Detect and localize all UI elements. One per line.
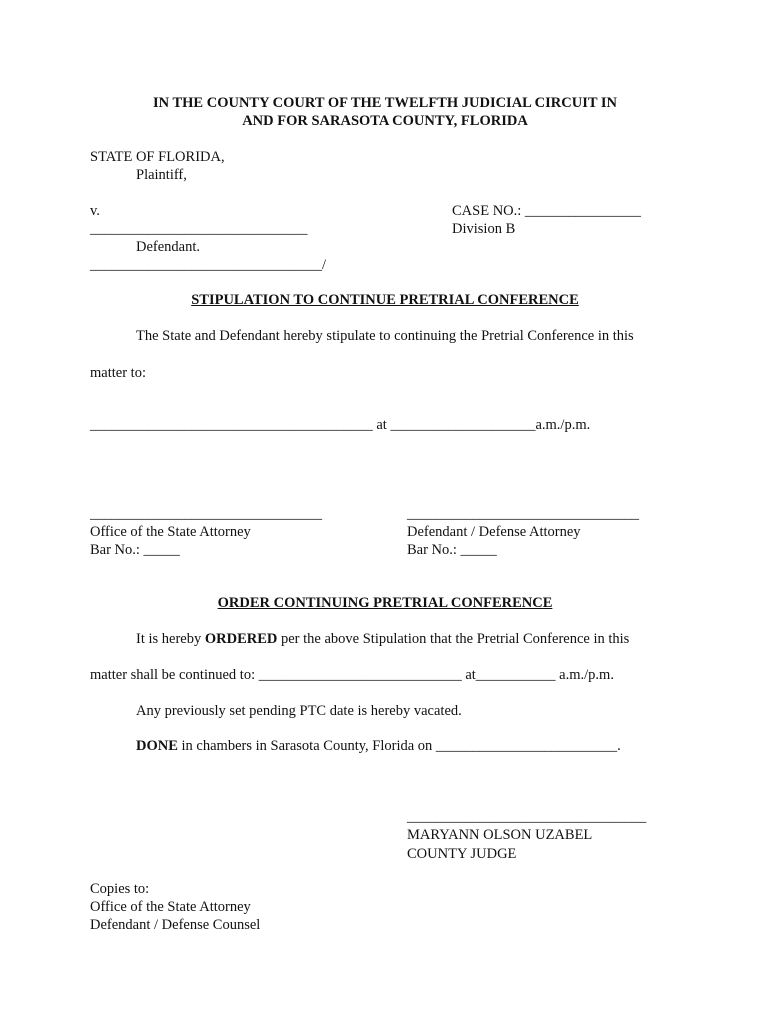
order-line-2: matter shall be continued to: ____________________________ at___________ a.m./p.m. bbox=[90, 667, 614, 683]
judge-signature-line: _________________________________ bbox=[407, 809, 647, 825]
defendant-name-blank: ______________________________ bbox=[90, 221, 308, 237]
order-title: ORDER CONTINUING PRETRIAL CONFERENCE bbox=[217, 595, 553, 611]
order-line-1-suffix: per the above Stipulation that the Pretrial Conference in this bbox=[277, 631, 630, 647]
defense-signature-line: ________________________________ bbox=[407, 506, 639, 522]
stipulation-body-line-1: The State and Defendant hereby stipulate to continuing the Pretrial Conference in this bbox=[136, 328, 634, 344]
state-attorney-signature-line: ________________________________ bbox=[90, 506, 322, 522]
judge-name: MARYANN OLSON UZABEL bbox=[407, 827, 593, 843]
court-heading-line-2: AND FOR SARASOTA COUNTY, FLORIDA bbox=[242, 113, 528, 129]
copies-heading: Copies to: bbox=[90, 881, 150, 897]
copies-recipient-2: Defendant / Defense Counsel bbox=[90, 917, 261, 933]
order-done-line bbox=[136, 737, 621, 755]
caption-closing-line: ________________________________/ bbox=[90, 257, 327, 273]
court-heading-line-1: IN THE COUNTY COURT OF THE TWELFTH JUDICIAL CIRCUIT IN bbox=[153, 95, 617, 111]
order-line-1-prefix: It is hereby bbox=[136, 631, 205, 647]
defendant-role: Defendant. bbox=[136, 239, 201, 255]
state-attorney-title: Office of the State Attorney bbox=[90, 524, 251, 540]
done-line-rest: in chambers in Sarasota County, Florida on _________________________. bbox=[177, 738, 621, 754]
copies-recipient-1: Office of the State Attorney bbox=[90, 899, 251, 915]
defense-title: Defendant / Defense Attorney bbox=[407, 524, 581, 540]
order-vacated-line: Any previously set pending PTC date is hereby vacated. bbox=[136, 703, 462, 719]
stipulation-body-line-2: matter to: bbox=[90, 365, 146, 381]
versus-label: v. bbox=[90, 203, 100, 219]
continuance-date-time-line: _______________________________________ at ____________________a.m./p.m. bbox=[90, 417, 591, 433]
defense-bar-number: Bar No.: _____ bbox=[407, 542, 497, 558]
case-number: CASE NO.: ________________ bbox=[452, 203, 641, 219]
ordered-word: ORDERED bbox=[204, 631, 278, 647]
division-label: Division B bbox=[452, 221, 516, 237]
plaintiff-name: STATE OF FLORIDA, bbox=[90, 149, 225, 165]
order-line-1 bbox=[136, 630, 629, 648]
done-word: DONE bbox=[136, 738, 178, 754]
state-attorney-bar-number: Bar No.: _____ bbox=[90, 542, 180, 558]
plaintiff-role: Plaintiff, bbox=[136, 167, 187, 183]
judge-title: COUNTY JUDGE bbox=[407, 846, 517, 862]
stipulation-title: STIPULATION TO CONTINUE PRETRIAL CONFERENCE bbox=[191, 292, 579, 308]
